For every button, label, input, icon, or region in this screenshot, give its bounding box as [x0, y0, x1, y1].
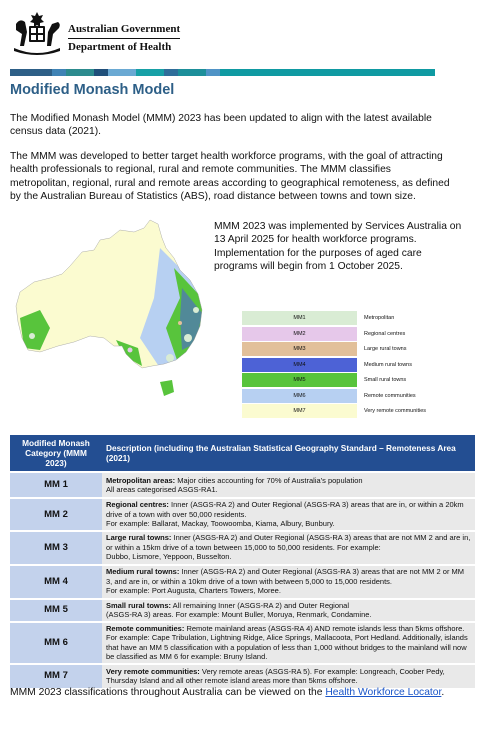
description-heading: Regional centres:	[106, 500, 169, 509]
stripe-segment	[94, 69, 108, 76]
legend-item	[242, 358, 452, 373]
intro-paragraph-1: The Modified Monash Model (MMM) 2023 has been updated to align with the latest available census data (2021).	[10, 113, 432, 138]
category-cell: MM 3	[10, 531, 102, 565]
table-row	[10, 531, 475, 565]
legend-swatch: MM6	[242, 389, 357, 403]
intro-paragraph-2: The MMM was developed to better target health workforce programs, with the goal of attracting health professionals to regional, rural and remote communities. The MMM classifies metropolitan, regional, rural and remote areas according to geographical remoteness, as defined by the Australian Bureau of Statistics (ABS), road distance between towns and town size.	[10, 151, 450, 202]
legend-item	[242, 389, 452, 404]
health-workforce-locator-link[interactable]: Health Workforce Locator	[325, 687, 442, 698]
legend-item	[242, 342, 452, 357]
coat-of-arms-icon	[10, 10, 64, 56]
description-cell	[102, 622, 475, 664]
description-heading: Small rural towns:	[106, 600, 172, 610]
description-text: Inner (ASGS-RA 2) and Outer Regional (ASGS-RA 3) areas that are not MM 2 and are in, or within a 15km drive of a town between 15,000 to 50,000 residents. For example:	[106, 533, 471, 552]
table-row	[10, 622, 475, 664]
map-legend	[242, 311, 452, 420]
description-cell	[102, 599, 475, 622]
legend-swatch: MM2	[242, 327, 357, 341]
description-heading: Large rural towns:	[106, 533, 172, 543]
stripe-segment	[206, 69, 220, 76]
legend-swatch: MM4	[242, 358, 357, 372]
legend-swatch: MM1	[242, 311, 357, 325]
stripe-segment	[136, 69, 164, 76]
description-text: Very remote areas (ASGS-RA 5). For example: Longreach, Coober Pedy, Thursday Island and all other remote island areas more than 5kms offshore.	[106, 666, 445, 685]
category-cell: MM 5	[10, 599, 102, 622]
description-text: Inner (ASGS-RA 2) and Outer Regional (ASGS-RA 3) areas that are not MM 2 or MM 3, and are in, or within a 10km drive of a town with between 5,000 to 15,000 residents.	[106, 567, 465, 586]
category-cell: MM 1	[10, 472, 102, 498]
color-stripe	[10, 69, 435, 76]
description-heading: Medium rural towns:	[106, 567, 180, 577]
footer-text: MMM 2023 classifications throughout Australia can be viewed on the	[10, 687, 326, 698]
stripe-segment	[52, 69, 66, 76]
stripe-segment	[178, 69, 206, 76]
legend-item	[242, 311, 452, 326]
table-row	[10, 599, 475, 622]
legend-label: Small rural towns	[364, 377, 407, 384]
stripe-segment	[164, 69, 178, 76]
gov-line-2: Department of Health	[68, 38, 180, 55]
legend-label: Large rural towns	[364, 346, 407, 353]
legend-label: Metropolitan	[364, 315, 395, 322]
legend-label: Very remote communities	[364, 408, 427, 415]
header-category: Modified Monash Category (MMM 2023)	[10, 435, 102, 472]
table-header-row	[10, 435, 475, 472]
description-cell	[102, 472, 475, 498]
implementation-note: MMM 2023 was implemented by Services Australia on 13 April 2025 for health workforce programs. Implementation for the purposes of aged care programs will begin from 1 October 2025.	[214, 221, 462, 272]
gov-line-1: Australian Government	[68, 23, 181, 35]
category-cell: MM 6	[10, 622, 102, 664]
table-row	[10, 664, 475, 688]
description-example: All areas categorised ASGS-RA1.	[106, 485, 218, 494]
description-cell	[102, 565, 475, 599]
page-title: Modified Monash Model	[10, 82, 175, 98]
australia-map-icon	[10, 218, 210, 414]
stripe-segment	[66, 69, 94, 76]
description-text: All remaining Inner (ASGS-RA 2) and Outer Regional	[171, 600, 350, 610]
description-cell	[102, 664, 475, 688]
footer-end: .	[441, 687, 445, 698]
description-heading: Metropolitan areas:	[106, 475, 176, 485]
header-description: Description (including the Australian Statistical Geography Standard – Remoteness Area (2021)	[102, 435, 475, 472]
description-example: For example: Ballarat, Mackay, Toowoomba, Kiama, Albury, Bunbury.	[106, 519, 335, 528]
description-example: For example: Port Augusta, Charters Towers, Moree.	[106, 586, 281, 596]
category-cell: MM 7	[10, 664, 102, 688]
category-cell: MM 2	[10, 498, 102, 531]
description-text: Major cities accounting for 70% of Australia's population	[175, 475, 363, 485]
legend-label: Remote communities	[364, 392, 416, 399]
legend-item	[242, 373, 452, 388]
legend-item	[242, 404, 452, 419]
description-text: Inner (ASGS-RA 2) and Outer Regional (ASGS-RA 3) areas that are in, or within a 20km drive of a town with over 50,000 residents.	[106, 500, 464, 519]
stripe-segment	[220, 69, 435, 76]
description-heading: Remote communities:	[106, 623, 185, 633]
mmm-category-table	[10, 435, 475, 688]
table-row	[10, 565, 475, 599]
legend-label: Medium rural towns	[364, 361, 412, 368]
legend-swatch: MM5	[242, 373, 357, 387]
legend-label: Regional centres	[364, 330, 406, 337]
description-cell	[102, 531, 475, 565]
footer-note	[10, 686, 450, 699]
table-row	[10, 472, 475, 498]
category-cell: MM 4	[10, 565, 102, 599]
description-example: Dubbo, Lismore, Yeppoon, Busselton.	[106, 552, 232, 562]
legend-swatch: MM3	[242, 342, 357, 356]
department-name	[68, 22, 180, 55]
stripe-segment	[10, 69, 52, 76]
description-heading: Very remote communities:	[106, 666, 200, 676]
description-cell	[102, 498, 475, 531]
legend-item	[242, 327, 452, 342]
description-text: Remote mainland areas (ASGS-RA 4) AND remote islands less than 5kms offshore. For example: Cape Tribulation, Lightning Ridge, Alice Springs, Mallacoota, Port Hedland. Additionally, islands that have an MM 5 classification with a population of less than 1,000 without bridges to the mainland will now be classified as MM 6 for example: Bruny Island.	[106, 623, 468, 661]
legend-swatch: MM7	[242, 404, 357, 418]
table-row	[10, 498, 475, 531]
gov-header	[10, 10, 310, 58]
stripe-segment	[108, 69, 136, 76]
description-example: (ASGS-RA 3) areas. For example: Mount Buller, Moruya, Renmark, Condamine.	[106, 610, 372, 619]
